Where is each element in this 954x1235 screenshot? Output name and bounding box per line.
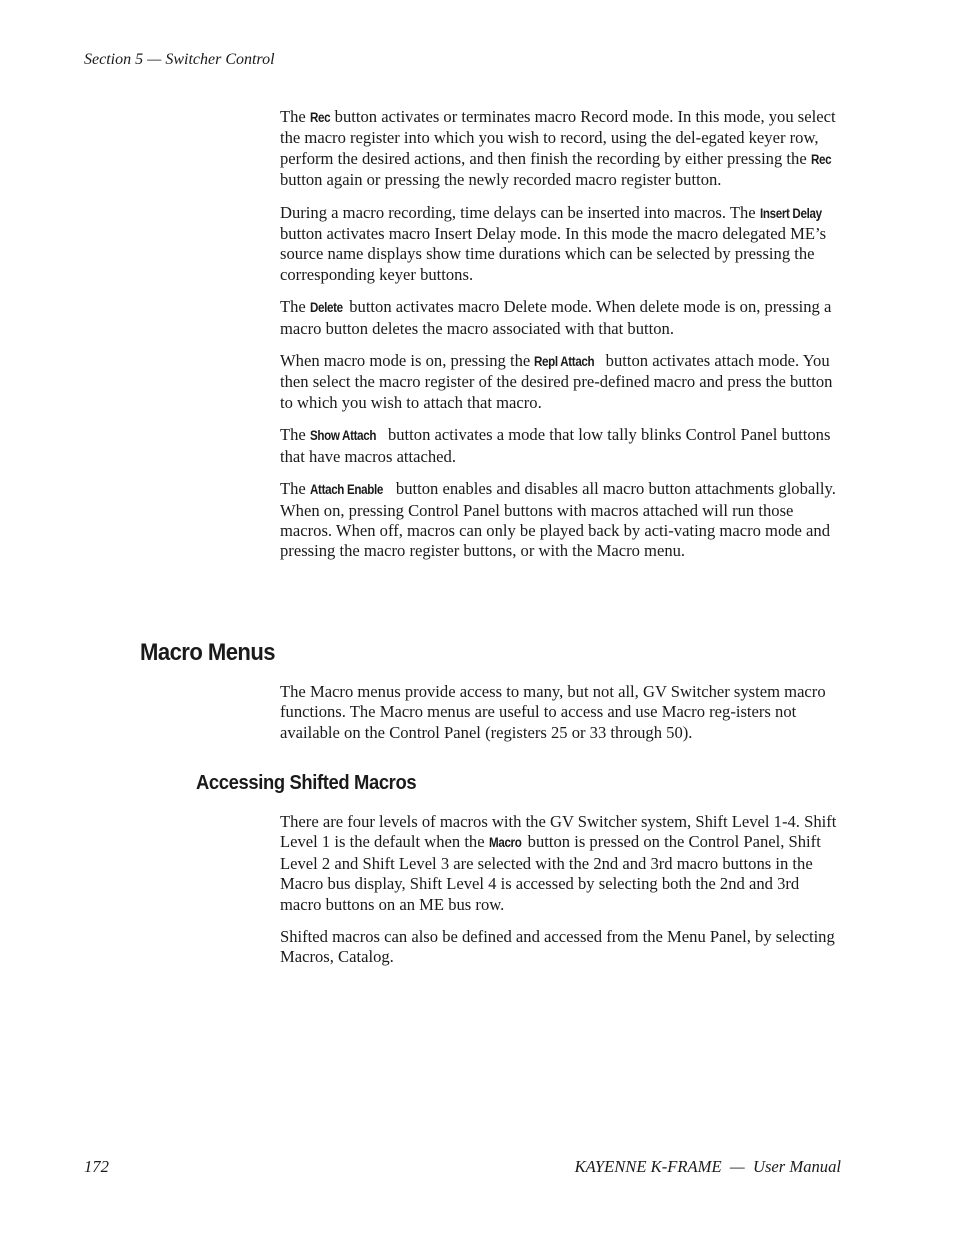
heading-accessing-shifted-macros: Accessing Shifted Macros	[196, 772, 417, 794]
text: When macro mode is on, pressing the	[280, 351, 535, 371]
text: The	[280, 479, 310, 499]
paragraph-insert-delay	[280, 203, 842, 286]
ui-term-show-attach: Show Attach	[309, 428, 377, 444]
ui-term-macro: Macro	[488, 835, 522, 851]
text: button activates or terminates macro Record mode. In this mode, you select the macro register into which you wish to record, using the del-egated keyer row, perform the desired actions, and then finish the recording by either pressing the	[280, 107, 836, 168]
body-column-top	[280, 107, 842, 574]
body-column-shifted	[280, 812, 842, 980]
text: The	[280, 297, 310, 317]
text: button enables and disables all macro button attachments globally. When on, pressing Control Panel buttons with macros attached will run those macros. When off, macros can only be played back by acti-vating macro mode and pressing the macro register buttons, or with the Macro menu.	[280, 479, 836, 561]
text: button activates macro Delete mode. When delete mode is on, pressing a macro button deletes the macro associated with that button.	[280, 297, 832, 338]
text: The	[280, 107, 310, 126]
text: button activates macro Insert Delay mode. In this mode the macro delegated ME’s source name displays show time durations which can be selected by pressing the corresponding keyer buttons.	[280, 224, 827, 284]
text: The	[280, 425, 310, 445]
ui-term-attach-enable: Attach Enable	[309, 482, 383, 498]
ui-term-rec: Rec	[309, 110, 331, 125]
paragraph-shift-levels	[280, 812, 842, 915]
footer-title: KAYENNE K-FRAME — User Manual	[574, 1157, 841, 1176]
ui-term-delete: Delete	[309, 300, 343, 316]
ui-term-rec: Rec	[810, 151, 832, 167]
paragraph-delete	[280, 297, 842, 339]
ui-term-insert-delay: Insert Delay	[759, 205, 822, 221]
ui-term-repl-attach: Repl Attach	[534, 354, 595, 370]
heading-macro-menus: Macro Menus	[140, 639, 276, 666]
text: During a macro recording, time delays can be inserted into macros. The	[280, 202, 760, 222]
paragraph-attach-enable	[280, 479, 842, 562]
text: button again or pressing the newly recorded macro register button.	[280, 170, 722, 190]
text: There are four levels of macros with the GV Switcher system, Shift Level 1-4. Shift Level 1 is the default when the	[280, 812, 837, 852]
paragraph-menu-panel: Shifted macros can also be defined and accessed from the Menu Panel, by selecting Macros, Catalog.	[280, 927, 835, 967]
text: button is pressed on the Control Panel, Shift Level 2 and Shift Level 3 are selected with the 2nd and 3rd macro buttons in the Macro bus display, Shift Level 4 is accessed by selecting both the 2nd and 3rd macro buttons on an ME bus row.	[280, 832, 821, 914]
running-header: Section 5 — Switcher Control	[84, 51, 275, 68]
paragraph-rec	[280, 107, 842, 191]
paragraph-macro-menus: The Macro menus provide access to many, but not all, GV Switcher system macro functions. The Macro menus are useful to access and use Macro reg-isters not available on the Control Panel (registers 25 or 33 through 50).	[280, 682, 826, 742]
body-column-macro-menus	[280, 682, 842, 755]
text: button activates a mode that low tally blinks Control Panel buttons that have macros attached.	[280, 425, 831, 466]
paragraph-show-attach	[280, 425, 842, 467]
paragraph-repl-attach	[280, 351, 842, 413]
page-number: 172	[84, 1157, 109, 1176]
text: button activates attach mode. You then select the macro register of the desired pre-defined macro and press the button to which you wish to attach that macro.	[280, 351, 833, 412]
